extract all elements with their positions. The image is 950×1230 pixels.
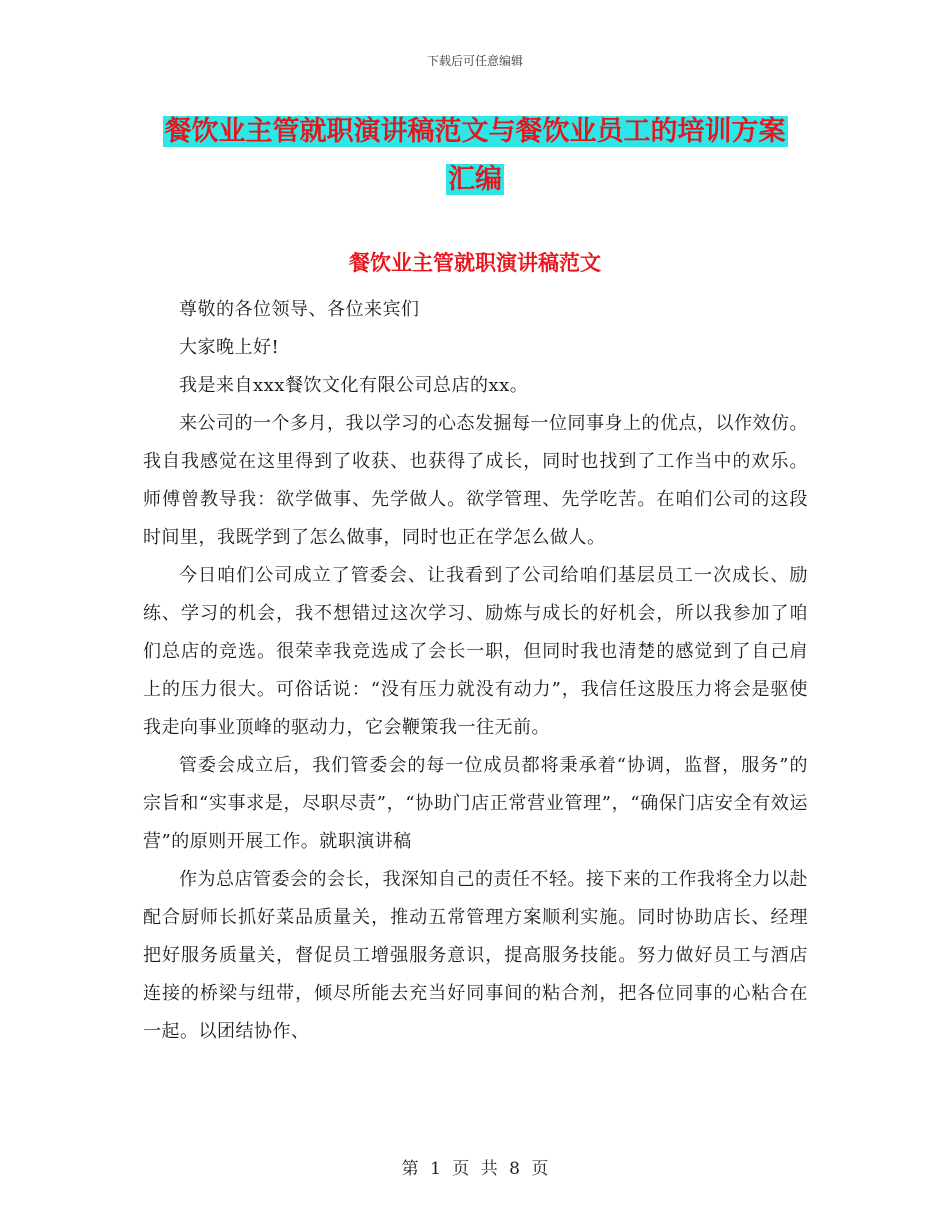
paragraph: 管委会成立后，我们管委会的每一位成员都将秉承着“协调，监督，服务”的宗旨和“实事求是，尽职尽责”，“协助门店正常营业管理”，“确保门店安全有效运营”的原则开展工作。就职演讲稿: [143, 755, 808, 852]
document-title-line-1: 餐饮业主管就职演讲稿范文与餐饮业员工的培训方案: [164, 116, 786, 147]
paragraph: 我是来自xxx餐饮文化有限公司总店的xx。: [179, 375, 529, 396]
document-title-line-2: 汇编: [448, 164, 502, 195]
paragraph: 尊敬的各位领导、各位来宾们: [179, 299, 420, 320]
paragraph: 来公司的一个多月，我以学习的心态发掘每一位同事身上的优点，以作效仿。我自我感觉在这里得到了收获、也获得了成长，同时也找到了工作当中的欢乐。师傅曾教导我：欲学做事、先学做人。欲学管理、先学吃苦。在咱们公司的这段时间里，我既学到了怎么做事，同时也正在学怎么做人。: [143, 413, 808, 548]
body-text: [143, 291, 808, 1051]
page-footer: 第 1 页 共 8 页: [401, 1159, 549, 1179]
header-note: 下载后可任意编辑: [426, 54, 523, 68]
document-title: [140, 108, 810, 204]
paragraph: 今日咱们公司成立了管委会、让我看到了公司给咱们基层员工一次成长、励练、学习的机会，我不想错过这次学习、励炼与成长的好机会，所以我参加了咱们总店的竞选。很荣幸我竞选成了会长一职，但同时我也清楚的感觉到了自己肩上的压力很大。可俗话说：“没有压力就没有动力”，我信任这股压力将会是驱使我走向事业顶峰的驱动力，它会鞭策我一往无前。: [143, 565, 808, 738]
paragraph: 作为总店管委会的会长，我深知自己的责任不轻。接下来的工作我将全力以赴配合厨师长抓好菜品质量关，推动五常管理方案顺利实施。同时协助店长、经理把好服务质量关，督促员工增强服务意识，提高服务技能。努力做好员工与酒店连接的桥梁与纽带，倾尽所能去充当好同事间的粘合剂，把各位同事的心粘合在一起。以团结协作、: [143, 869, 808, 1042]
section-title: 餐饮业主管就职演讲稿范文: [349, 251, 601, 275]
paragraph: 大家晚上好!: [179, 337, 280, 358]
